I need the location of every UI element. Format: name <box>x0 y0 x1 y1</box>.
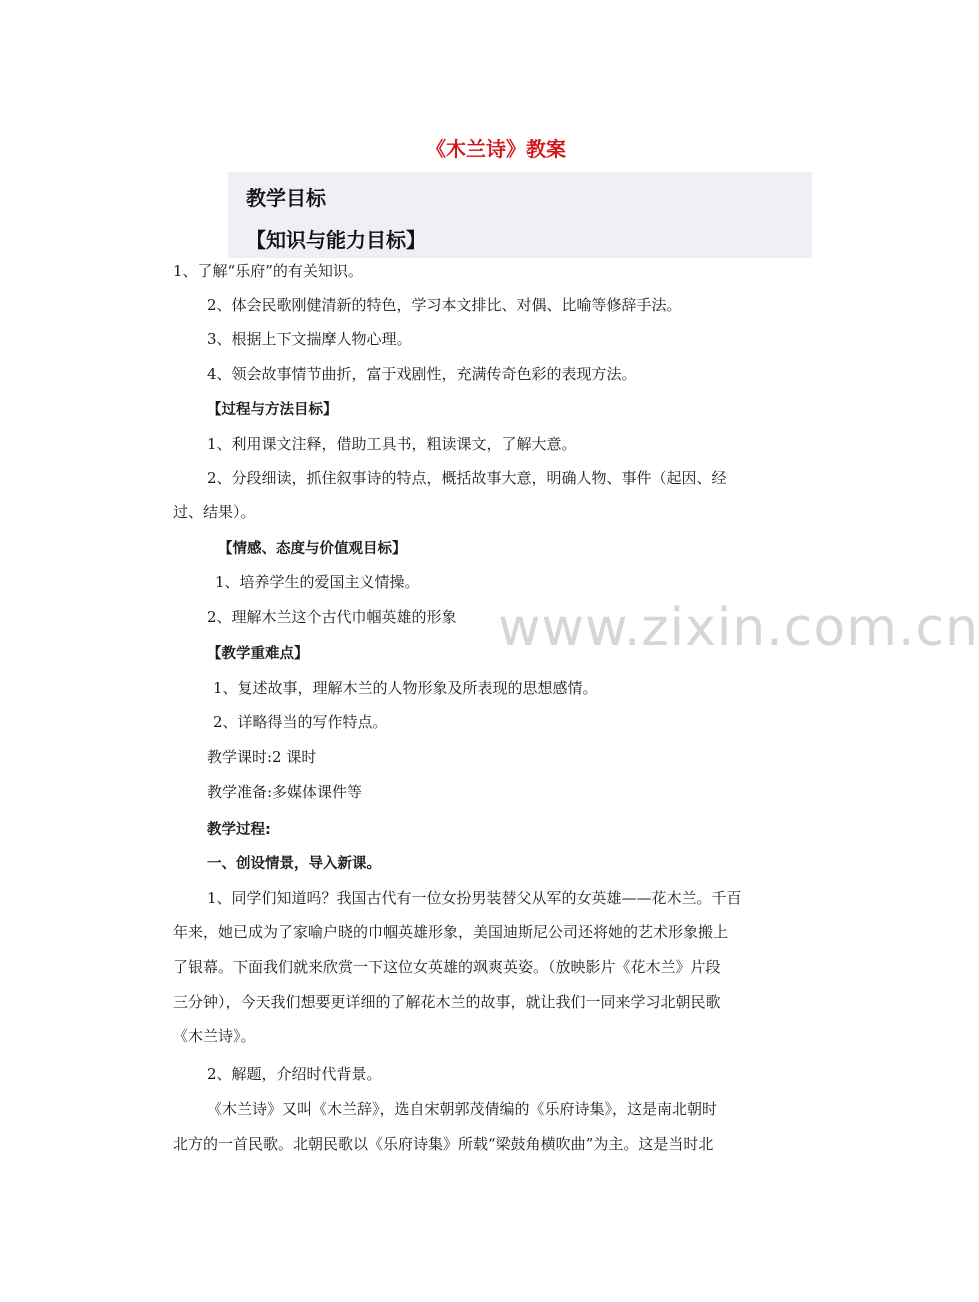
paragraph-line: 2、解题，介绍时代背景。 <box>207 1065 382 1083</box>
emotion-item: 1、培养学生的爱国主义情操。 <box>215 573 420 591</box>
teaching-process-heading: 教学过程: <box>207 822 271 838</box>
knowledge-item: 1、了解“乐府”的有关知识。 <box>173 262 363 280</box>
process-item: 1、利用课文注释，借助工具书，粗读课文，了解大意。 <box>207 435 577 453</box>
watermark: www.zixin.com.cn <box>498 598 979 658</box>
emotion-heading: 【情感、态度与价值观目标】 <box>218 541 407 557</box>
class-hours: 教学课时:2 课时 <box>207 748 317 766</box>
key-point-item: 1、复述故事，理解木兰的人物形象及所表现的思想感情。 <box>213 679 598 697</box>
paragraph-line: 《木兰诗》又叫《木兰辞》，选自宋朝郭茂倩编的《乐府诗集》，这是南北朝时 <box>207 1100 718 1118</box>
section-one-heading: 一、创设情景，导入新课。 <box>207 856 381 872</box>
paragraph-line: 《木兰诗》。 <box>173 1027 256 1045</box>
knowledge-item: 4、领会故事情节曲折，富于戏剧性，充满传奇色彩的表现方法。 <box>207 365 637 383</box>
process-item: 2、分段细读，抓住叙事诗的特点，概括故事大意，明确人物、事件（起因、经 <box>207 469 727 487</box>
knowledge-item: 3、根据上下文揣摩人物心理。 <box>207 330 412 348</box>
paragraph-line: 三分钟），今天我们想要更详细的了解花木兰的故事，就让我们一同来学习北朝民歌 <box>173 993 721 1011</box>
process-item-continued: 过、结果）。 <box>173 503 256 521</box>
teaching-preparation: 教学准备:多媒体课件等 <box>207 783 363 801</box>
paragraph-line: 北方的一首民歌。北朝民歌以《乐府诗集》所载“梁鼓角横吹曲”为主。这是当时北 <box>173 1135 714 1153</box>
paragraph-line: 1、同学们知道吗？我国古代有一位女扮男装替父从军的女英雄——花木兰。千百 <box>207 889 742 907</box>
paragraph-line: 年来，她已成为了家喻户晓的巾帼英雄形象，美国迪斯尼公司还将她的艺术形象搬上 <box>173 923 729 941</box>
key-points-heading: 【教学重难点】 <box>207 646 309 662</box>
paragraph-line: 了银幕。下面我们就来欣赏一下这位女英雄的飒爽英姿。（放映影片《花木兰》片段 <box>173 958 721 976</box>
objectives-heading: 教学目标 <box>246 186 326 210</box>
emotion-item: 2、理解木兰这个古代巾帼英雄的形象 <box>207 608 457 626</box>
knowledge-heading: 【知识与能力目标】 <box>246 228 426 252</box>
process-heading: 【过程与方法目标】 <box>207 402 338 418</box>
key-point-item: 2、详略得当的写作特点。 <box>213 713 388 731</box>
document-title: 《木兰诗》教案 <box>426 137 566 161</box>
knowledge-item: 2、体会民歌刚健清新的特色，学习本文排比、对偶、比喻等修辞手法。 <box>207 296 682 314</box>
